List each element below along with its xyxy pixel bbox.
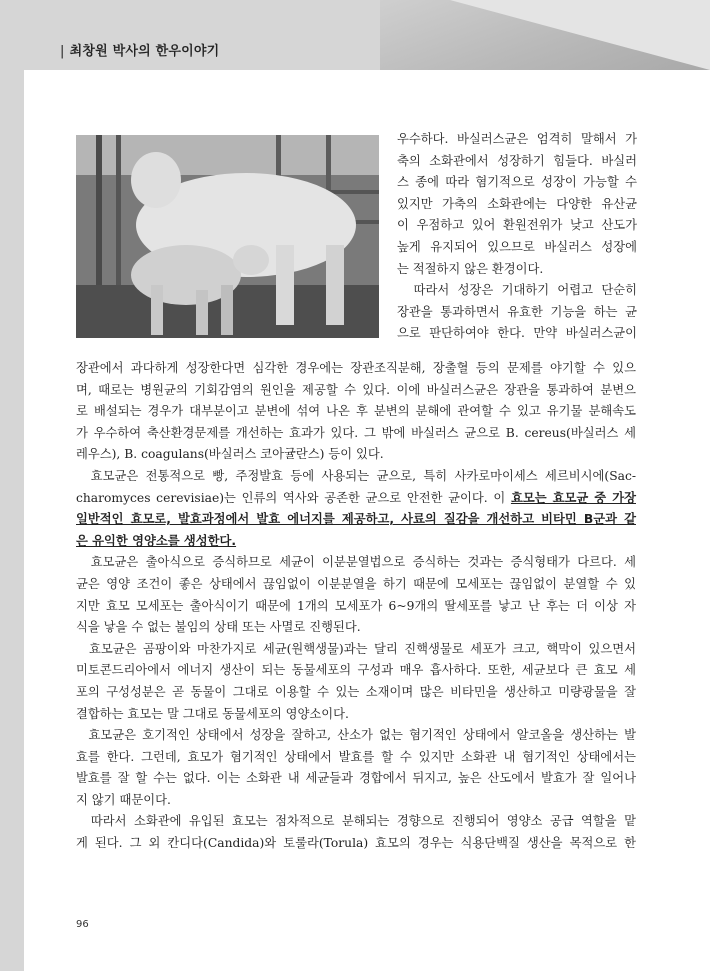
side-line-1: 우수하다. 바실러스균은 엄격히 말해서 가 xyxy=(397,132,637,146)
body2-line-2: 균은 영양 조건이 좋은 상태에서 끊임없이 이분분열을 하기 때문에 모세포는 끊임없이 분열할 수 있 xyxy=(76,576,636,591)
side-line-2: 축의 소화관에서 성장하기 힘들다. 바실러 xyxy=(397,153,637,168)
body2-line-9: 효모균은 호기적인 상태에서 성장을 잘하고, 산소가 없는 혐기적인 상태에서 알코올을 생산하는 발 xyxy=(76,728,636,743)
running-header xyxy=(60,40,219,59)
header-separator: | xyxy=(60,44,65,59)
side-line-7: 는 적절하지 않은 환경이다. xyxy=(397,261,544,276)
body-line-7 xyxy=(76,488,636,510)
highlight-line-2: 일반적인 효모로, 발효과정에서 발효 에너지를 제공하고, 사료의 질감을 개선하고 비타민 B군과 같 xyxy=(76,512,636,527)
body2-line-5: 효모균은 곰팡이와 마찬가지로 세균(원핵생물)과는 달리 진핵생물로 세포가 크고, 핵막이 있으면서 xyxy=(76,641,636,656)
side-column-text xyxy=(397,129,637,345)
body2-line-12: 지 않기 때문이다. xyxy=(76,792,171,807)
body-line-3: 로 배설되는 경우가 대부분이고 분변에 섞여 나온 후 분변의 분해에 관여할 수 있고 유기물 분해속도 xyxy=(76,404,636,419)
body-line-7-plain: charomyces cerevisiae)는 인류의 역사와 공존한 균으로 안전한 균이다. 이 xyxy=(76,490,511,505)
body-line-4: 가 우수하여 축산환경문제를 개선하는 효과가 있다. 그 밖에 바실러스 균으로 B. cereus(바실러스 세 xyxy=(76,425,636,440)
side-line-4: 있지만 가축의 소화관에는 다양한 유산균 xyxy=(397,196,637,211)
side-line-10: 으로 판단하여야 한다. 만약 바실러스균이 xyxy=(397,326,637,341)
side-line-5: 이 우점하고 있어 환원전위가 낮고 산도가 xyxy=(397,218,637,233)
side-line-3: 스 종에 따라 혐기적으로 성장이 가능할 수 xyxy=(397,175,637,190)
highlight-line-1: 효모는 효모균 중 가장 xyxy=(510,490,636,505)
body-line-1: 장관에서 과다하게 성장한다면 심각한 경우에는 장관조직분해, 장출혈 등의 문제를 야기할 수 있으 xyxy=(76,361,636,375)
body2-line-1: 효모균은 출아식으로 증식하므로 세균이 이분분열법으로 증식하는 것과는 증식형태가 다르다. 세 xyxy=(76,555,636,570)
body-text xyxy=(76,358,636,855)
left-band xyxy=(0,0,24,971)
body2-line-13: 따라서 소화관에 유입된 효모는 점차적으로 분해되는 경향으로 진행되어 영양소 공급 역할을 맡 xyxy=(76,814,636,829)
cow-and-calf-photo xyxy=(76,135,379,338)
side-line-9: 장관을 통과하면서 유효한 기능을 하는 균 xyxy=(397,304,637,319)
header-title: 최창원 박사의 한우이야기 xyxy=(69,44,220,59)
body-line-2: 며, 때로는 병원균의 기회감염의 원인을 제공할 수 있다. 이에 바실러스균은 장관을 통과하여 분변으 xyxy=(76,382,636,397)
body2-line-6: 미토콘드리아에서 에너지 생산이 되는 동물세포의 구성과 매우 흡사하다. 또한, 세균보다 큰 효모 세 xyxy=(76,663,636,678)
body2-line-10: 효를 한다. 그런데, 효모가 혐기적인 상태에서 발효를 할 수 있지만 소화관 내 혐기적인 상태에서는 xyxy=(76,749,636,764)
body2-line-3: 지만 효모 모세포는 출아식이기 때문에 1개의 모세포가 6~9개의 딸세포를 낳고 난 후는 더 이상 자 xyxy=(76,598,636,613)
body-line-5: 레우스), B. coagulans(바실러스 코아귤란스) 등이 있다. xyxy=(76,447,384,462)
body2-line-11: 발효를 잘 할 수는 없다. 이는 소화관 내 세균들과 경합에서 뒤지고, 높은 산도에서 발효가 잘 일어나 xyxy=(76,771,636,786)
body2-line-14: 게 된다. 그 외 칸디다(Candida)와 토룰라(Torula) 효모의 경우는 식용단백질 생산을 목적으로 한 xyxy=(76,836,636,851)
side-line-8: 따라서 성장은 기대하기 어렵고 단순히 xyxy=(397,283,637,298)
body2-line-8: 결합하는 효모는 말 그대로 동물세포의 영양소이다. xyxy=(76,706,349,721)
photo-illustration xyxy=(76,135,379,338)
page-number: 96 xyxy=(76,919,89,930)
side-line-6: 높게 유지되어 있으므로 바실러스 성장에 xyxy=(397,239,637,254)
body2-line-4: 식을 낳을 수 없는 불임의 상태 또는 사멸로 진행된다. xyxy=(76,620,361,635)
body2-line-7: 포의 구성성분은 곧 동물이 그대로 이용할 수 있는 소재이며 많은 비타민을 생산하고 미량광물을 잘 xyxy=(76,684,636,699)
top-corner-shape xyxy=(450,0,710,70)
highlight-line-3: 은 유익한 영양소를 생성한다. xyxy=(76,533,237,548)
body-line-6: 효모균은 전통적으로 빵, 주정발효 등에 사용되는 균으로, 특히 사카로마이세스 세르비시에(Sac- xyxy=(76,468,636,483)
